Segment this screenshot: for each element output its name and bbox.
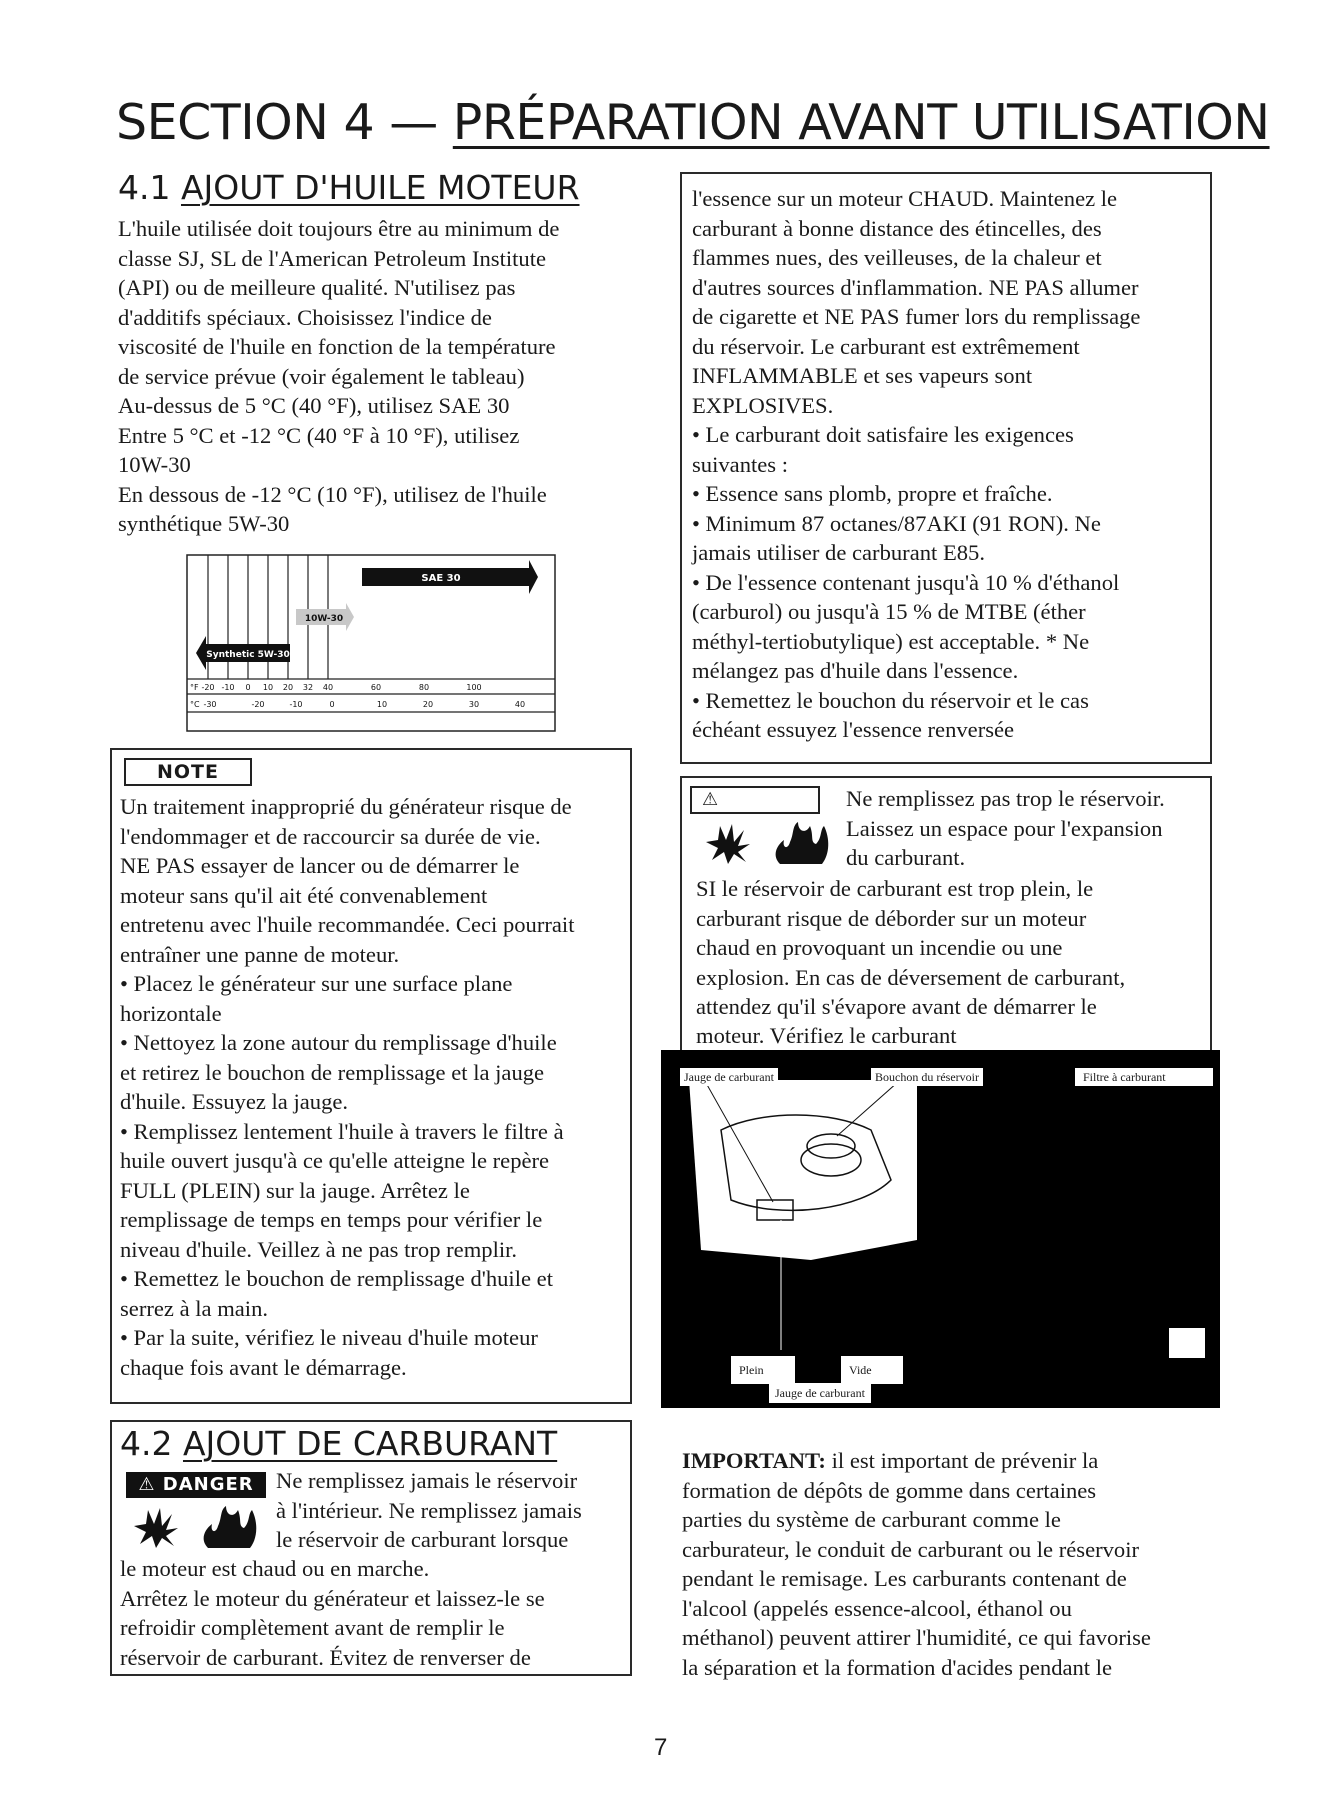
oil-heading bbox=[118, 168, 580, 207]
figure-marker bbox=[1169, 1328, 1205, 1358]
f-tick: 32 bbox=[302, 683, 314, 692]
c-tick: 0 bbox=[329, 700, 335, 709]
f-tick: 10 bbox=[262, 683, 274, 692]
fuel-tank-drawing bbox=[661, 1050, 1220, 1408]
fuel-heading bbox=[120, 1424, 557, 1463]
f-tick: -20 bbox=[201, 683, 215, 692]
danger-label: DANGER bbox=[162, 1474, 254, 1495]
c-tick: 40 bbox=[514, 700, 526, 709]
page-number: 7 bbox=[654, 1734, 668, 1761]
fuel-requirements-text: l'essence sur un moteur CHAUD. Maintenez le carburant à bonne distance des étincelles, des flammes nues, des veilleuses, de la chaleur et d'autres sources d'inflammation. NE PAS allumer de cigarette et NE PAS fumer lors du remplissage du réservoir. Le carburant est extrêmement INFLAMMABLE et ses vapeurs sont EXPLOSIVES. • Le carburant doit satisfaire les exigences suivantes : • Essence sans plomb, propre et fraîche. • Minimum 87 octanes/87AKI (91 RON). Ne jamais utiliser de carburant E85. • De l'essence contenant jusqu'à 10 % d'éthanol (carburol) ou jusqu'à 15 % de MTBE (éther méthyl-tertiobutylique) est acceptable. * Ne mélangez pas d'huile dans l'essence. • Remettez le bouchon du réservoir et le cas échéant essuyez l'essence renversée bbox=[692, 186, 1141, 742]
oil-heading-text: AJOUT D'HUILE MOTEUR bbox=[180, 168, 580, 207]
c-unit: °C bbox=[190, 700, 200, 709]
c-tick: -10 bbox=[289, 700, 303, 709]
section-heading: PRÉPARATION AVANT UTILISATION bbox=[452, 94, 1270, 151]
fuel-number: 4.2 bbox=[120, 1424, 183, 1463]
viscosity-chart bbox=[186, 554, 556, 732]
fuel-heading-text: AJOUT DE CARBURANT bbox=[182, 1424, 558, 1463]
important-paragraph bbox=[682, 1446, 1222, 1682]
c-tick: 10 bbox=[376, 700, 388, 709]
redaction-block bbox=[787, 1050, 867, 1080]
f-tick: 0 bbox=[245, 683, 251, 692]
w30-label: 10W-30 bbox=[304, 614, 344, 624]
note-label: NOTE bbox=[124, 758, 252, 786]
label-fuel-gauge-bottom: Jauge de carburant bbox=[769, 1383, 871, 1403]
overfill-body: SI le réservoir de carburant est trop plein, le carburant risque de déborder sur un moteur chaud en provoquant un incendie ou une explosion. En cas de déversement de carburant, attendez qu'il s'évapore avant de démarrer le bbox=[696, 876, 1126, 1019]
c-tick: 20 bbox=[422, 700, 434, 709]
note-text: Un traitement inapproprié du générateur risque de l'endommager et de raccourcir sa durée de vie. NE PAS essayer de lancer ou de démarrer le moteur sans qu'il ait été convenablement entretenu avec l'huile recommandée. Ceci pourrait entraîner une panne de moteur. • Placez le générateur sur une surface plane horizontale • Nettoyez la zone autour du remplissage d'huile et retirez le bouchon de remplissage et la jauge d'huile. Essuyez la jauge. • Remplissez lentement l'huile à travers le filtre à huile ouvert jusqu'à ce qu'elle atteigne le repère FULL (PLEIN) sur la jauge. Arrêtez le remplissage de temps en temps pour vérifier le niveau d'huile. Veillez à ne pas trop remplir. • Remettez le bouchon de remplissage d'huile et serrez à la main. • Par la suite, vérifiez le niveau d'huile moteur chaque fois avant le démarrage. bbox=[120, 794, 575, 1380]
explosion-fire-icon bbox=[134, 1504, 262, 1550]
label-full: Plein bbox=[731, 1356, 795, 1384]
note-box bbox=[110, 748, 632, 1404]
section-title bbox=[116, 94, 1270, 151]
fuel-body: le moteur est chaud ou en marche. Arrêtez le moteur du générateur et laissez-le se refroidir complètement avant de remplir le réservoir de carburant. Évitez de renverser de bbox=[120, 1556, 545, 1670]
label-fuel-gauge: Jauge de carburant bbox=[680, 1068, 778, 1086]
danger-text: Ne remplissez jamais le réservoir à l'intérieur. Ne remplissez jamais le réservoir de carburant lorsque bbox=[276, 1468, 582, 1552]
fuel-requirements-box bbox=[680, 172, 1212, 764]
oil-intro: L'huile utilisée doit toujours être au minimum de classe SJ, SL de l'American Petroleum Institute (API) ou de meilleure qualité. N'utilisez pas d'additifs spéciaux. Choisissez l'indice de viscosité de l'huile en fonction de la température de service prévue (voir également le tableau) Au-dessus de 5 °C (40 °F), utilisez SAE 30 Entre 5 °C et -12 °C (40 °F à 10 °F), utilisez 10W-30 En dessous de -12 °C (10 °F), utilisez de l'huile synthétique 5W-30 bbox=[118, 216, 560, 536]
section-prefix: SECTION 4 — bbox=[116, 94, 453, 151]
sae30-label: SAE 30 bbox=[421, 573, 461, 584]
f-unit: °F bbox=[190, 683, 199, 692]
warning-triangle-icon: ⚠ bbox=[138, 1474, 156, 1495]
danger-badge bbox=[126, 1472, 266, 1498]
label-empty: Vide bbox=[841, 1356, 903, 1384]
c-tick: -20 bbox=[251, 700, 265, 709]
overfill-cut-line: moteur. Vérifiez le carburant bbox=[696, 1023, 957, 1048]
f-tick: 80 bbox=[418, 683, 430, 692]
f-tick: 100 bbox=[466, 683, 482, 692]
f-tick: 60 bbox=[370, 683, 382, 692]
important-lead: IMPORTANT: bbox=[682, 1448, 826, 1473]
f-tick: 20 bbox=[282, 683, 294, 692]
overfill-warning-box bbox=[680, 776, 1212, 1052]
important-text: il est important de prévenir la formation de dépôts de gomme dans certaines parties du système de carburant comme le carburateur, le conduit de carburant ou le réservoir pendant le remisage. Les carburants contenant de l'alcool (appelés essence-alcool, éthanol ou méthanol) peuvent attirer l'humidité, ce qui favorise la séparation et la formation d'acides pendant le bbox=[682, 1448, 1151, 1680]
f-tick: 40 bbox=[322, 683, 334, 692]
fuel-tank-figure bbox=[661, 1050, 1220, 1408]
synthetic-label: Synthetic 5W-30 bbox=[206, 650, 290, 660]
c-tick: 30 bbox=[468, 700, 480, 709]
f-tick: -10 bbox=[221, 683, 235, 692]
c-tick: -30 bbox=[203, 700, 217, 709]
fuel-box bbox=[110, 1420, 632, 1676]
label-fuel-filter: Filtre à carburant bbox=[1075, 1068, 1213, 1086]
overfill-side-text: Ne remplissez pas trop le réservoir. Laissez un espace pour l'expansion du carburant. bbox=[846, 786, 1165, 870]
warning-triangle-icon: ⚠ bbox=[702, 789, 719, 810]
explosion-fire-icon bbox=[706, 820, 834, 866]
warning-badge bbox=[690, 786, 820, 814]
label-tank-cap: Bouchon du réservoir bbox=[871, 1068, 983, 1086]
oil-number: 4.1 bbox=[118, 168, 181, 207]
